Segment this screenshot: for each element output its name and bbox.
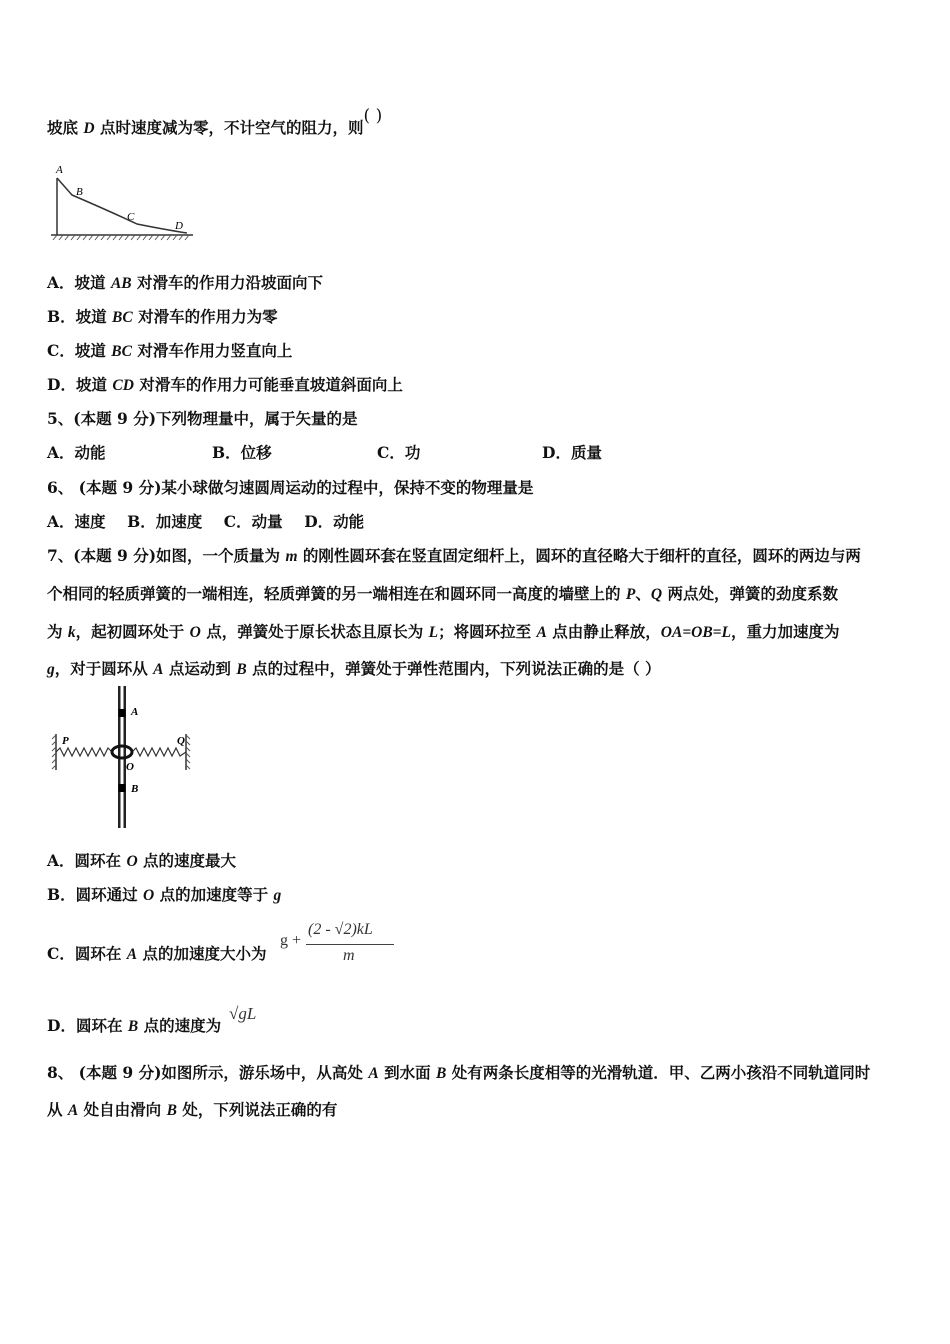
label-p: P — [62, 735, 69, 747]
formula-denominator: m — [343, 947, 355, 964]
label-b: B — [76, 186, 83, 198]
label-d: D — [175, 220, 183, 232]
label-c: C — [127, 211, 135, 223]
q7-stem-line3: 为 k，起初圆环处于 O 点，弹簧处于原长状态且原长为 L；将圆环拉至 A 点由静止释放，OA=OB=L，重力加速度为 — [47, 622, 840, 641]
q4-option-a[interactable]: A．坡道 AB 对滑车的作用力沿坡面向下 — [47, 273, 324, 292]
q4-stem-tail: 坡底 D 点时速度减为零，不计空气的阻力，则( ) — [47, 106, 383, 137]
label-o: O — [126, 761, 134, 773]
q7-stem-line2: 个相同的轻质弹簧的一端相连，轻质弹簧的另一端相连在和圆环同一高度的墙壁上的 P、Q 两点处，弹簧的劲度系数 — [47, 584, 839, 603]
fraction-bar — [306, 944, 394, 945]
q4-option-d[interactable]: D．坡道 CD 对滑车的作用力可能垂直坡道斜面向上 — [47, 375, 403, 394]
q5-option-b[interactable]: B．位移 — [212, 443, 272, 462]
ring-spring-figure — [47, 684, 197, 830]
formula-sqrt-gl: √gL — [229, 1004, 257, 1023]
q6-stem: 6、 (本题 9 分)某小球做匀速圆周运动的过程中，保持不变的物理量是 — [47, 478, 534, 497]
q7-stem-line4: g，对于圆环从 A 点运动到 B 点的过程中，弹簧处于弹性范围内，下列说法正确的是（ ） — [47, 659, 661, 678]
q7-option-a[interactable]: A．圆环在 O 点的速度最大 — [47, 851, 237, 870]
q7-option-c[interactable]: C．圆环在 A 点的加速度大小为 — [47, 944, 267, 963]
label-a: A — [56, 164, 63, 176]
label-b: B — [131, 783, 139, 795]
q8-stem-line2: 从 A 处自由滑向 B 处，下列说法正确的有 — [47, 1100, 338, 1119]
label-a: A — [131, 706, 139, 718]
q5-option-c[interactable]: C．功 — [377, 443, 421, 462]
q6-options[interactable]: A．速度 B．加速度 C．动量 D．动能 — [47, 512, 365, 531]
slope-figure — [47, 160, 197, 245]
formula-numerator: (2 - √2)kL — [308, 921, 373, 938]
answer-paren: ( ) — [363, 106, 383, 126]
q5-stem: 5、(本题 9 分)下列物理量中，属于矢量的是 — [47, 409, 358, 428]
q4-option-b[interactable]: B．坡道 BC 对滑车的作用力为零 — [47, 307, 278, 326]
q7-stem-line1: 7、(本题 9 分)如图，一个质量为 m 的刚性圆环套在竖直固定细杆上，圆环的直径略大于细杆的直径，圆环的两边与两 — [47, 546, 861, 565]
q7-option-b[interactable]: B．圆环通过 O 点的加速度等于 g — [47, 885, 282, 904]
q8-stem-line1: 8、 (本题 9 分)如图所示，游乐场中，从高处 A 到水面 B 处有两条长度相等的光滑轨道．甲、乙两小孩沿不同轨道同时 — [47, 1063, 871, 1082]
q5-option-d[interactable]: D．质量 — [542, 443, 602, 462]
formula-g-plus: g + — [280, 932, 302, 949]
q5-option-a[interactable]: A．动能 — [47, 443, 106, 462]
label-q: Q — [177, 735, 185, 747]
q4-option-c[interactable]: C．坡道 BC 对滑车作用力竖直向上 — [47, 341, 293, 360]
q7-option-d[interactable]: D．圆环在 B 点的速度为 — [47, 1016, 222, 1035]
